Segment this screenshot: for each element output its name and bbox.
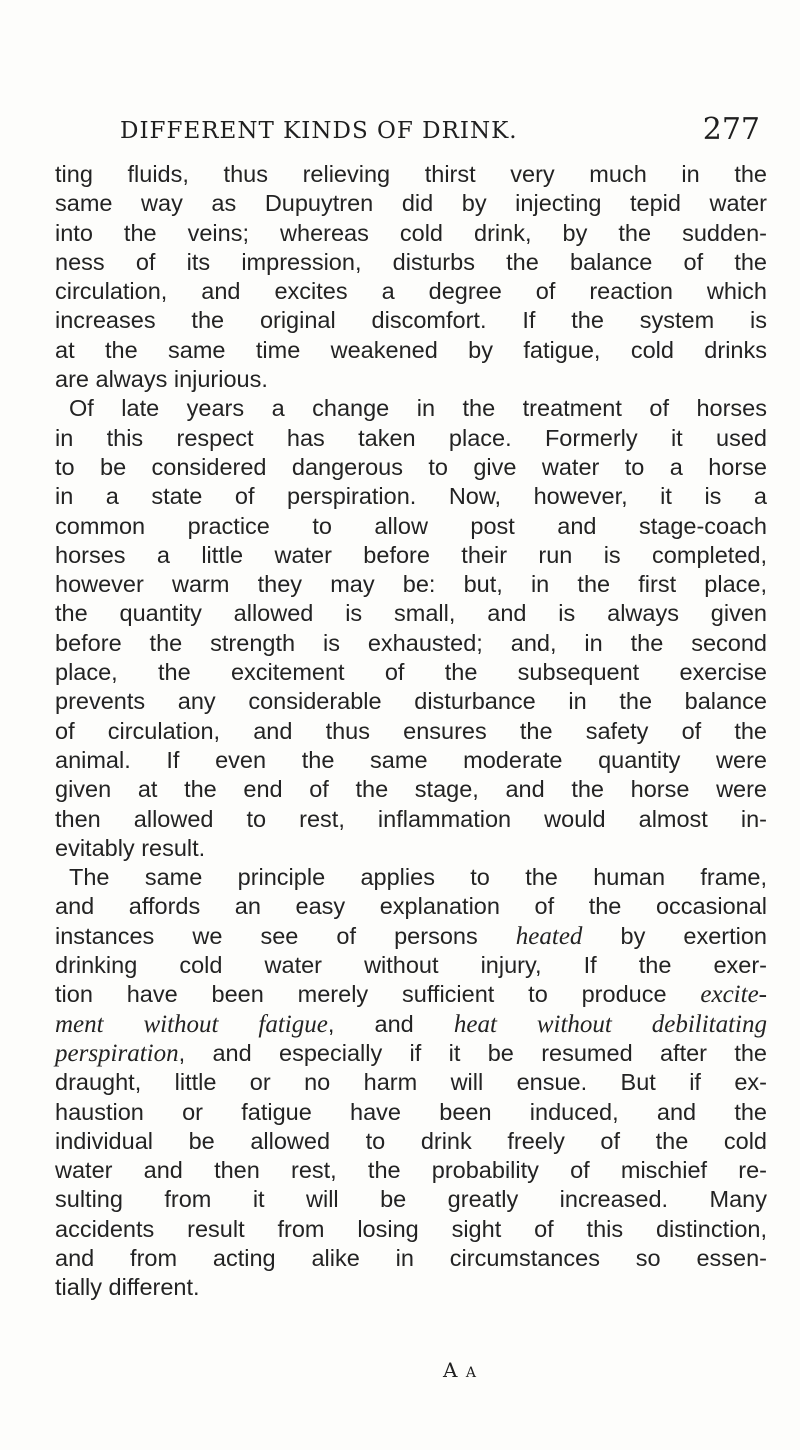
text-line: common practice to allow post and stage-coach (55, 512, 767, 539)
text-line: draught, little or no harm will ensue. But if ex- (55, 1069, 767, 1096)
italic-emphasis: heat without debilitating (453, 1010, 768, 1038)
text-line: in a state of perspiration. Now, however, it is a (55, 483, 767, 510)
italic-emphasis: heated (515, 922, 583, 950)
text-run: tion have been merely sufficient to produce (55, 981, 701, 1008)
text-run: by exertion (582, 922, 767, 949)
text-line: sulting from it will be greatly increased. Many (55, 1186, 767, 1213)
text-run: , and especially if it be resumed after the (178, 1039, 767, 1066)
text-line: horses a little water before their run is completed, (55, 541, 767, 568)
text-line: before the strength is exhausted; and, in the second (55, 629, 767, 656)
page-number: 277 (702, 112, 760, 147)
text-line: tially different. (55, 1274, 200, 1301)
text-line: animal. If even the same moderate quantity were (55, 746, 767, 773)
text-line: drinking cold water without injury, If the exer- (55, 952, 767, 979)
signature-small: A (465, 1365, 477, 1381)
text-line: ness of its impression, disturbs the balance of the (55, 248, 767, 275)
italic-emphasis: perspiration (55, 1039, 179, 1067)
text-line: ting fluids, thus relieving thirst very much in the (55, 161, 767, 187)
text-line: individual be allowed to drink freely of the cold (55, 1127, 767, 1154)
text-line: haustion or fatigue have been induced, and the (55, 1098, 767, 1125)
text-line: however warm they may be: but, in the first place, (55, 571, 767, 598)
running-head (120, 112, 760, 158)
text-line (55, 1010, 767, 1039)
text-line: and from acting alike in circumstances so essen- (55, 1244, 767, 1271)
text-line: of circulation, and thus ensures the safety of the (55, 717, 767, 744)
text-line: in this respect has taken place. Formerly it used (55, 424, 767, 451)
text-line: to be considered dangerous to give water to a horse (55, 453, 767, 480)
text-line: increases the original discomfort. If the system is (55, 307, 767, 334)
signature-big: A (443, 1358, 459, 1382)
text-line: same way as Dupuytren did by injecting tepid water (55, 190, 767, 217)
text-run: , and (327, 1010, 454, 1037)
text-line: then allowed to rest, inflammation would almost in- (55, 805, 767, 832)
text-line: into the veins; whereas cold drink, by the sudden- (55, 219, 767, 246)
text-line: the quantity allowed is small, and is always given (55, 600, 767, 627)
body-text (55, 160, 767, 1303)
text-line: evitably result. (55, 834, 206, 861)
text-line: prevents any considerable disturbance in the balance (55, 688, 767, 715)
text-line: and affords an easy explanation of the occasional (55, 893, 767, 920)
running-title: DIFFERENT KINDS OF DRINK. (120, 118, 518, 144)
signature-mark (443, 1358, 477, 1382)
text-line: water and then rest, the probability of mischief re- (55, 1157, 767, 1184)
text-line: are always injurious. (55, 366, 268, 393)
text-line: at the same time weakened by fatigue, cold drinks (55, 336, 767, 363)
italic-emphasis: excite- (700, 981, 767, 1009)
text-line: circulation, and excites a degree of reaction which (55, 278, 767, 305)
text-line: Of late years a change in the treatment of horses (69, 395, 767, 422)
text-line: accidents result from losing sight of this distinction, (55, 1215, 767, 1242)
text-line (55, 1039, 767, 1068)
text-run: instances we see of persons (55, 922, 516, 949)
text-line (55, 922, 767, 951)
italic-emphasis: ment without fatigue (55, 1010, 328, 1038)
text-line: place, the excitement of the subsequent exercise (55, 659, 767, 686)
text-line (55, 980, 767, 1009)
text-line: given at the end of the stage, and the horse were (55, 776, 767, 803)
text-line: The same principle applies to the human frame, (69, 864, 767, 891)
